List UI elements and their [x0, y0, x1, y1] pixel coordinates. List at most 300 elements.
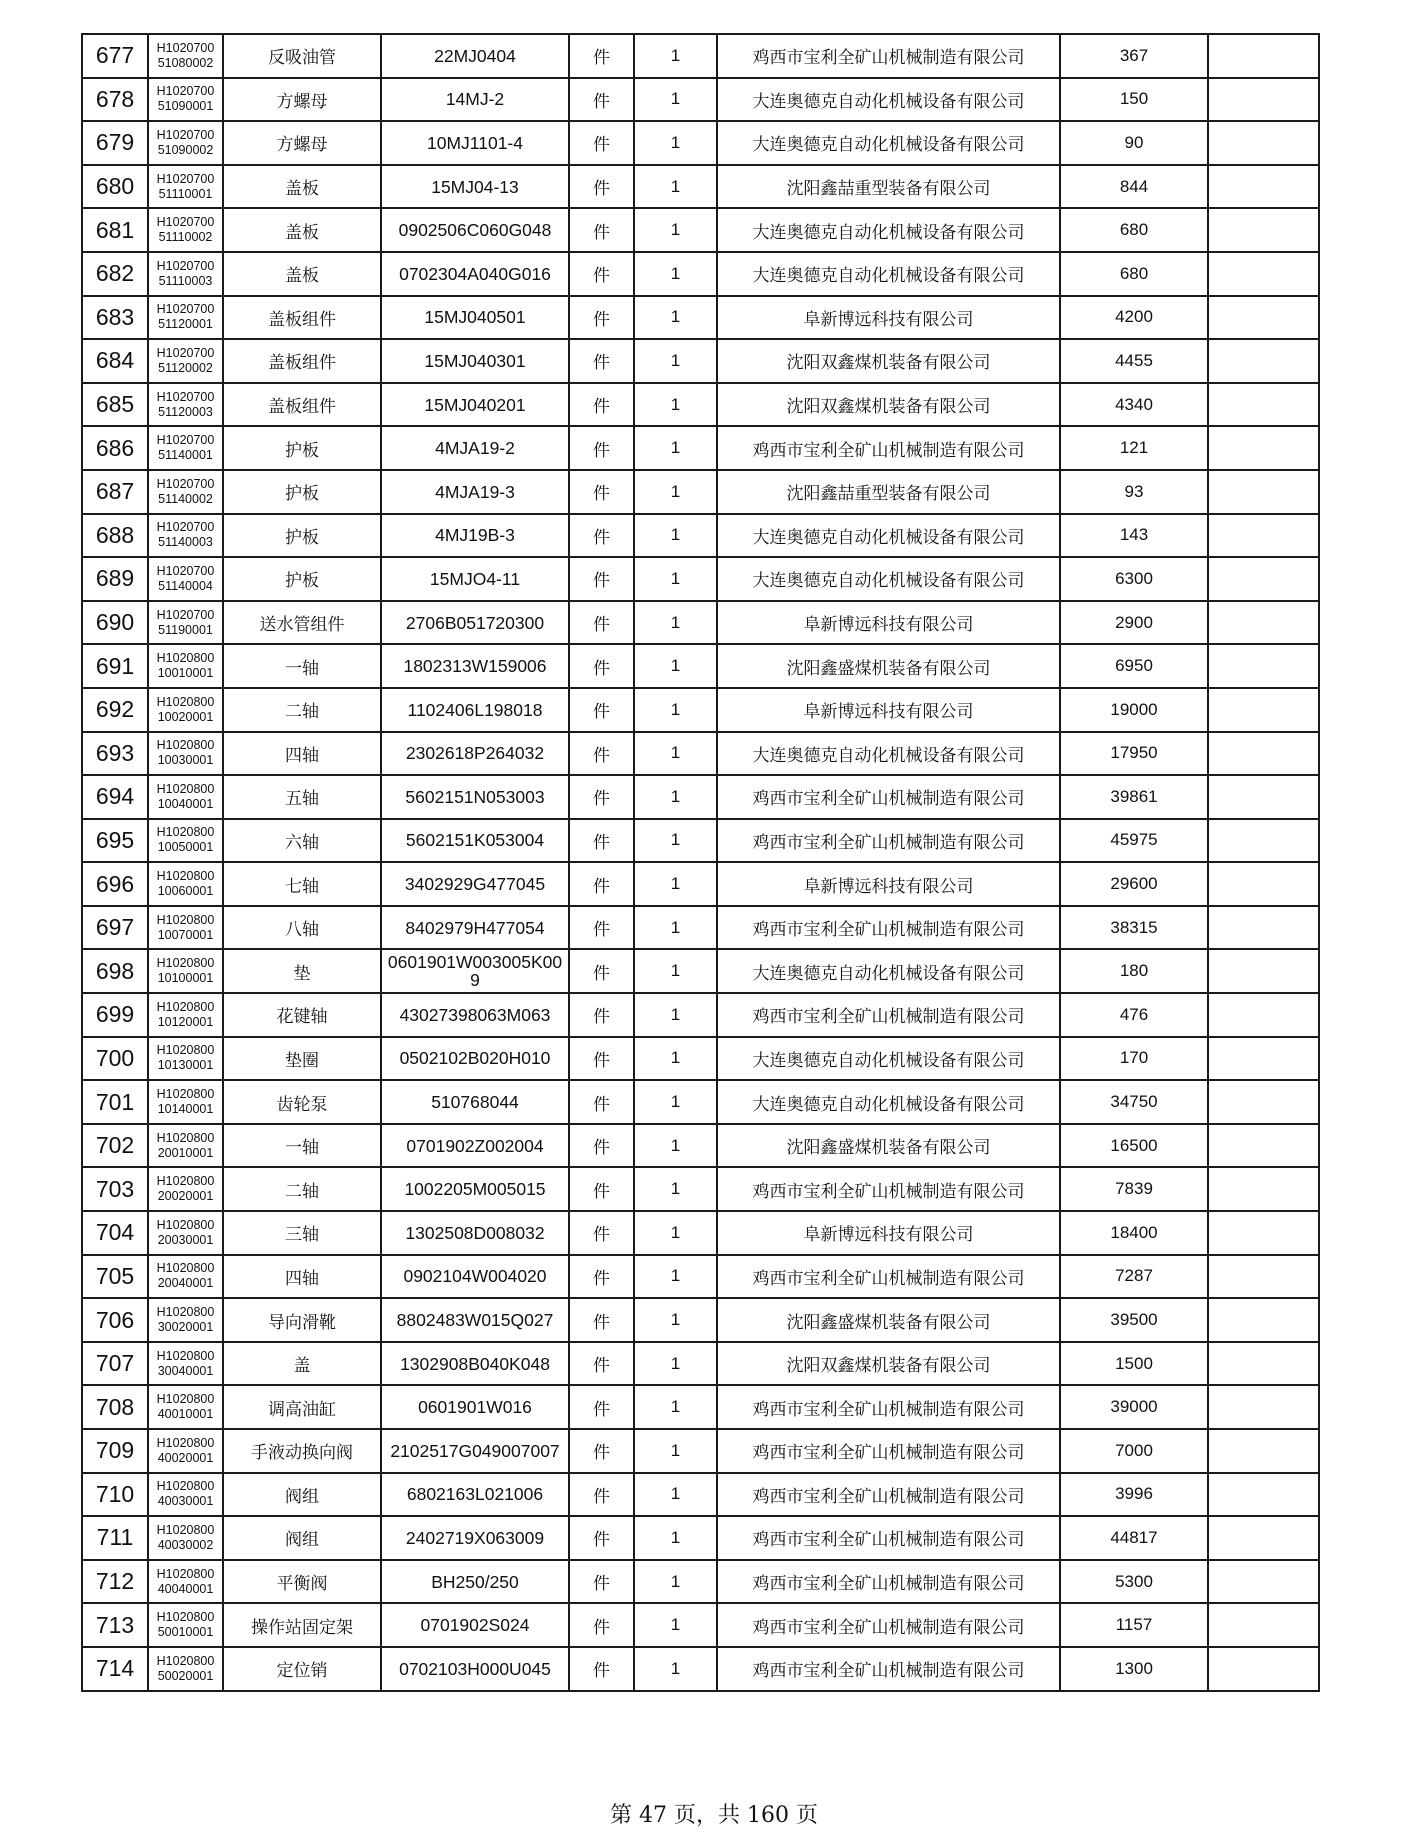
row-seq-number-cell: 688 — [82, 514, 148, 558]
spec-model-cell: 15MJO4-11 — [381, 557, 569, 601]
unit-cell: 件 — [569, 1298, 634, 1342]
remarks-cell — [1208, 78, 1319, 122]
material-code-cell: H1020800 40010001 — [148, 1385, 223, 1429]
row-seq-number-cell: 677 — [82, 34, 148, 78]
unit-cell: 件 — [569, 601, 634, 645]
quantity-cell: 1 — [634, 862, 717, 906]
unit-price-cell: 19000 — [1060, 688, 1208, 732]
quantity-cell: 1 — [634, 949, 717, 993]
unit-cell: 件 — [569, 1560, 634, 1604]
table-row — [82, 1603, 1319, 1647]
remarks-cell — [1208, 1385, 1319, 1429]
material-code-cell: H1020800 20030001 — [148, 1211, 223, 1255]
remarks-cell — [1208, 906, 1319, 950]
part-name-cell: 一轴 — [223, 1124, 381, 1168]
spec-model-cell: 2402719X063009 — [381, 1516, 569, 1560]
unit-cell: 件 — [569, 1037, 634, 1081]
quantity-cell: 1 — [634, 993, 717, 1037]
spec-model-cell: 43027398063M063 — [381, 993, 569, 1037]
table-row — [82, 1647, 1319, 1691]
supplier-name-cell: 沈阳鑫喆重型装备有限公司 — [717, 165, 1060, 209]
row-seq-number-cell: 706 — [82, 1298, 148, 1342]
supplier-name-cell: 大连奥德克自动化机械设备有限公司 — [717, 732, 1060, 776]
table-row — [82, 1429, 1319, 1473]
spec-model-cell: 0701902S024 — [381, 1603, 569, 1647]
unit-cell: 件 — [569, 1255, 634, 1299]
unit-price-cell: 4200 — [1060, 296, 1208, 340]
unit-cell: 件 — [569, 993, 634, 1037]
table-row — [82, 1167, 1319, 1211]
spec-model-cell: 1802313W159006 — [381, 644, 569, 688]
material-code-cell: H1020800 10100001 — [148, 949, 223, 993]
part-name-cell: 垫圈 — [223, 1037, 381, 1081]
material-code-cell: H1020800 20040001 — [148, 1255, 223, 1299]
remarks-cell — [1208, 949, 1319, 993]
table-row — [82, 732, 1319, 776]
quantity-cell: 1 — [634, 1124, 717, 1168]
material-code-cell: H1020800 10130001 — [148, 1037, 223, 1081]
quantity-cell: 1 — [634, 1429, 717, 1473]
remarks-cell — [1208, 1342, 1319, 1386]
material-code-cell: H1020800 50020001 — [148, 1647, 223, 1691]
spec-model-cell: 8802483W015Q027 — [381, 1298, 569, 1342]
part-name-cell: 反吸油管 — [223, 34, 381, 78]
supplier-name-cell: 大连奥德克自动化机械设备有限公司 — [717, 1037, 1060, 1081]
remarks-cell — [1208, 1560, 1319, 1604]
remarks-cell — [1208, 1167, 1319, 1211]
unit-price-cell: 476 — [1060, 993, 1208, 1037]
part-name-cell: 阀组 — [223, 1473, 381, 1517]
supplier-name-cell: 大连奥德克自动化机械设备有限公司 — [717, 208, 1060, 252]
quantity-cell: 1 — [634, 78, 717, 122]
unit-cell: 件 — [569, 383, 634, 427]
unit-price-cell: 93 — [1060, 470, 1208, 514]
part-name-cell: 八轴 — [223, 906, 381, 950]
unit-cell: 件 — [569, 1647, 634, 1691]
unit-cell: 件 — [569, 514, 634, 558]
material-code-cell: H1020800 10120001 — [148, 993, 223, 1037]
supplier-name-cell: 鸡西市宝利全矿山机械制造有限公司 — [717, 1429, 1060, 1473]
unit-price-cell: 150 — [1060, 78, 1208, 122]
unit-price-cell: 7000 — [1060, 1429, 1208, 1473]
spec-model-cell: 0601901W016 — [381, 1385, 569, 1429]
supplier-name-cell: 鸡西市宝利全矿山机械制造有限公司 — [717, 426, 1060, 470]
spec-model-cell: 0502102B020H010 — [381, 1037, 569, 1081]
remarks-cell — [1208, 470, 1319, 514]
row-seq-number-cell: 712 — [82, 1560, 148, 1604]
unit-price-cell: 4340 — [1060, 383, 1208, 427]
unit-cell: 件 — [569, 165, 634, 209]
quantity-cell: 1 — [634, 1211, 717, 1255]
material-code-cell: H1020800 30040001 — [148, 1342, 223, 1386]
table-row — [82, 1080, 1319, 1124]
spec-model-cell: 15MJ040301 — [381, 339, 569, 383]
row-seq-number-cell: 714 — [82, 1647, 148, 1691]
table-row — [82, 601, 1319, 645]
row-seq-number-cell: 682 — [82, 252, 148, 296]
part-name-cell: 操作站固定架 — [223, 1603, 381, 1647]
table-row — [82, 1211, 1319, 1255]
material-code-cell: H1020700 51140003 — [148, 514, 223, 558]
unit-price-cell: 2900 — [1060, 601, 1208, 645]
quantity-cell: 1 — [634, 557, 717, 601]
supplier-name-cell: 鸡西市宝利全矿山机械制造有限公司 — [717, 1167, 1060, 1211]
remarks-cell — [1208, 775, 1319, 819]
remarks-cell — [1208, 644, 1319, 688]
quantity-cell: 1 — [634, 383, 717, 427]
remarks-cell — [1208, 732, 1319, 776]
row-seq-number-cell: 678 — [82, 78, 148, 122]
spec-model-cell: 4MJA19-3 — [381, 470, 569, 514]
unit-cell: 件 — [569, 252, 634, 296]
row-seq-number-cell: 698 — [82, 949, 148, 993]
remarks-cell — [1208, 1516, 1319, 1560]
unit-price-cell: 29600 — [1060, 862, 1208, 906]
unit-price-cell: 17950 — [1060, 732, 1208, 776]
spec-model-cell: 10MJ1101-4 — [381, 121, 569, 165]
material-code-cell: H1020700 51120003 — [148, 383, 223, 427]
part-name-cell: 送水管组件 — [223, 601, 381, 645]
quantity-cell: 1 — [634, 644, 717, 688]
supplier-name-cell: 阜新博远科技有限公司 — [717, 601, 1060, 645]
table-row — [82, 949, 1319, 993]
remarks-cell — [1208, 165, 1319, 209]
remarks-cell — [1208, 993, 1319, 1037]
unit-cell: 件 — [569, 1603, 634, 1647]
material-code-cell: H1020800 10040001 — [148, 775, 223, 819]
row-seq-number-cell: 700 — [82, 1037, 148, 1081]
quantity-cell: 1 — [634, 906, 717, 950]
material-code-cell: H1020700 51080002 — [148, 34, 223, 78]
unit-cell: 件 — [569, 1429, 634, 1473]
supplier-name-cell: 鸡西市宝利全矿山机械制造有限公司 — [717, 1385, 1060, 1429]
unit-price-cell: 6300 — [1060, 557, 1208, 601]
row-seq-number-cell: 681 — [82, 208, 148, 252]
unit-price-cell: 90 — [1060, 121, 1208, 165]
quantity-cell: 1 — [634, 1603, 717, 1647]
row-seq-number-cell: 689 — [82, 557, 148, 601]
part-name-cell: 四轴 — [223, 1255, 381, 1299]
part-name-cell: 方螺母 — [223, 121, 381, 165]
table-row — [82, 1560, 1319, 1604]
material-code-cell: H1020700 51120001 — [148, 296, 223, 340]
remarks-cell — [1208, 1647, 1319, 1691]
material-code-cell: H1020800 40040001 — [148, 1560, 223, 1604]
row-seq-number-cell: 697 — [82, 906, 148, 950]
supplier-name-cell: 阜新博远科技有限公司 — [717, 862, 1060, 906]
material-code-cell: H1020800 40030001 — [148, 1473, 223, 1517]
material-code-cell: H1020800 10060001 — [148, 862, 223, 906]
remarks-cell — [1208, 426, 1319, 470]
spec-model-cell: 2302618P264032 — [381, 732, 569, 776]
unit-price-cell: 3996 — [1060, 1473, 1208, 1517]
quantity-cell: 1 — [634, 165, 717, 209]
spec-model-cell: 510768044 — [381, 1080, 569, 1124]
row-seq-number-cell: 680 — [82, 165, 148, 209]
supplier-name-cell: 鸡西市宝利全矿山机械制造有限公司 — [717, 1560, 1060, 1604]
supplier-name-cell: 沈阳双鑫煤机装备有限公司 — [717, 339, 1060, 383]
unit-price-cell: 16500 — [1060, 1124, 1208, 1168]
row-seq-number-cell: 685 — [82, 383, 148, 427]
quantity-cell: 1 — [634, 688, 717, 732]
table-row — [82, 1473, 1319, 1517]
unit-price-cell: 7287 — [1060, 1255, 1208, 1299]
part-name-cell: 五轴 — [223, 775, 381, 819]
part-name-cell: 护板 — [223, 470, 381, 514]
unit-price-cell: 4455 — [1060, 339, 1208, 383]
row-seq-number-cell: 696 — [82, 862, 148, 906]
supplier-name-cell: 鸡西市宝利全矿山机械制造有限公司 — [717, 1603, 1060, 1647]
row-seq-number-cell: 694 — [82, 775, 148, 819]
unit-cell: 件 — [569, 1167, 634, 1211]
spec-model-cell: 0902506C060G048 — [381, 208, 569, 252]
quantity-cell: 1 — [634, 1473, 717, 1517]
part-name-cell: 盖板 — [223, 252, 381, 296]
remarks-cell — [1208, 1124, 1319, 1168]
quantity-cell: 1 — [634, 252, 717, 296]
unit-price-cell: 45975 — [1060, 819, 1208, 863]
supplier-name-cell: 沈阳双鑫煤机装备有限公司 — [717, 1342, 1060, 1386]
table-row — [82, 165, 1319, 209]
table-row — [82, 1385, 1319, 1429]
quantity-cell: 1 — [634, 1298, 717, 1342]
parts-price-table-sheet — [81, 33, 1318, 1692]
table-row — [82, 1124, 1319, 1168]
material-code-cell: H1020800 10070001 — [148, 906, 223, 950]
part-name-cell: 护板 — [223, 426, 381, 470]
unit-price-cell: 34750 — [1060, 1080, 1208, 1124]
unit-cell: 件 — [569, 557, 634, 601]
spec-model-cell: 14MJ-2 — [381, 78, 569, 122]
unit-cell: 件 — [569, 78, 634, 122]
unit-cell: 件 — [569, 775, 634, 819]
material-code-cell: H1020800 30020001 — [148, 1298, 223, 1342]
table-row — [82, 208, 1319, 252]
part-name-cell: 三轴 — [223, 1211, 381, 1255]
page-number-footer: 第 47 页，共 160 页 — [610, 1803, 818, 1828]
spec-model-cell: 1002205M005015 — [381, 1167, 569, 1211]
spec-model-cell: 2102517G049007007 — [381, 1429, 569, 1473]
table-row — [82, 906, 1319, 950]
part-name-cell: 阀组 — [223, 1516, 381, 1560]
unit-price-cell: 39861 — [1060, 775, 1208, 819]
supplier-name-cell: 沈阳鑫盛煤机装备有限公司 — [717, 1298, 1060, 1342]
row-seq-number-cell: 679 — [82, 121, 148, 165]
supplier-name-cell: 鸡西市宝利全矿山机械制造有限公司 — [717, 819, 1060, 863]
supplier-name-cell: 大连奥德克自动化机械设备有限公司 — [717, 514, 1060, 558]
unit-price-cell: 180 — [1060, 949, 1208, 993]
table-row — [82, 688, 1319, 732]
unit-cell: 件 — [569, 426, 634, 470]
row-seq-number-cell: 711 — [82, 1516, 148, 1560]
unit-cell: 件 — [569, 644, 634, 688]
quantity-cell: 1 — [634, 1342, 717, 1386]
remarks-cell — [1208, 1211, 1319, 1255]
part-name-cell: 盖 — [223, 1342, 381, 1386]
spec-model-cell: 5602151N053003 — [381, 775, 569, 819]
part-name-cell: 盖板组件 — [223, 296, 381, 340]
material-code-cell: H1020700 51110003 — [148, 252, 223, 296]
part-name-cell: 护板 — [223, 514, 381, 558]
row-seq-number-cell: 710 — [82, 1473, 148, 1517]
spec-model-cell: 0701902Z002004 — [381, 1124, 569, 1168]
part-name-cell: 二轴 — [223, 688, 381, 732]
material-code-cell: H1020700 51140004 — [148, 557, 223, 601]
part-name-cell: 盖板 — [223, 208, 381, 252]
unit-cell: 件 — [569, 121, 634, 165]
remarks-cell — [1208, 252, 1319, 296]
table-row — [82, 514, 1319, 558]
spec-model-cell: 0601901W003005K009 — [381, 949, 569, 993]
table-row — [82, 993, 1319, 1037]
part-name-cell: 花键轴 — [223, 993, 381, 1037]
part-name-cell: 盖板组件 — [223, 339, 381, 383]
row-seq-number-cell: 709 — [82, 1429, 148, 1473]
row-seq-number-cell: 705 — [82, 1255, 148, 1299]
row-seq-number-cell: 690 — [82, 601, 148, 645]
part-name-cell: 调高油缸 — [223, 1385, 381, 1429]
remarks-cell — [1208, 1429, 1319, 1473]
supplier-name-cell: 大连奥德克自动化机械设备有限公司 — [717, 78, 1060, 122]
quantity-cell: 1 — [634, 121, 717, 165]
supplier-name-cell: 阜新博远科技有限公司 — [717, 688, 1060, 732]
unit-price-cell: 143 — [1060, 514, 1208, 558]
table-row — [82, 252, 1319, 296]
part-name-cell: 护板 — [223, 557, 381, 601]
table-row — [82, 121, 1319, 165]
supplier-name-cell: 大连奥德克自动化机械设备有限公司 — [717, 557, 1060, 601]
unit-price-cell: 844 — [1060, 165, 1208, 209]
table-row — [82, 296, 1319, 340]
spec-model-cell: 1302908B040K048 — [381, 1342, 569, 1386]
unit-price-cell: 170 — [1060, 1037, 1208, 1081]
unit-cell: 件 — [569, 296, 634, 340]
spec-model-cell: 3402929G477045 — [381, 862, 569, 906]
material-code-cell: H1020800 50010001 — [148, 1603, 223, 1647]
unit-price-cell: 121 — [1060, 426, 1208, 470]
unit-cell: 件 — [569, 208, 634, 252]
unit-price-cell: 1300 — [1060, 1647, 1208, 1691]
supplier-name-cell: 鸡西市宝利全矿山机械制造有限公司 — [717, 1516, 1060, 1560]
unit-price-cell: 5300 — [1060, 1560, 1208, 1604]
table-row — [82, 862, 1319, 906]
material-code-cell: H1020800 10050001 — [148, 819, 223, 863]
table-row — [82, 1037, 1319, 1081]
material-code-cell: H1020700 51110001 — [148, 165, 223, 209]
row-seq-number-cell: 684 — [82, 339, 148, 383]
remarks-cell — [1208, 1473, 1319, 1517]
remarks-cell — [1208, 121, 1319, 165]
unit-cell: 件 — [569, 1211, 634, 1255]
table-row — [82, 470, 1319, 514]
remarks-cell — [1208, 557, 1319, 601]
table-row — [82, 34, 1319, 78]
quantity-cell: 1 — [634, 426, 717, 470]
part-name-cell: 二轴 — [223, 1167, 381, 1211]
supplier-name-cell: 沈阳双鑫煤机装备有限公司 — [717, 383, 1060, 427]
remarks-cell — [1208, 862, 1319, 906]
unit-price-cell: 1157 — [1060, 1603, 1208, 1647]
supplier-name-cell: 大连奥德克自动化机械设备有限公司 — [717, 1080, 1060, 1124]
remarks-cell — [1208, 1037, 1319, 1081]
supplier-name-cell: 鸡西市宝利全矿山机械制造有限公司 — [717, 1473, 1060, 1517]
part-name-cell: 定位销 — [223, 1647, 381, 1691]
supplier-name-cell: 鸡西市宝利全矿山机械制造有限公司 — [717, 993, 1060, 1037]
table-row — [82, 339, 1319, 383]
unit-cell: 件 — [569, 1080, 634, 1124]
material-code-cell: H1020800 10140001 — [148, 1080, 223, 1124]
quantity-cell: 1 — [634, 732, 717, 776]
unit-price-cell: 367 — [1060, 34, 1208, 78]
supplier-name-cell: 阜新博远科技有限公司 — [717, 296, 1060, 340]
remarks-cell — [1208, 819, 1319, 863]
row-seq-number-cell: 713 — [82, 1603, 148, 1647]
row-seq-number-cell: 691 — [82, 644, 148, 688]
row-seq-number-cell: 704 — [82, 1211, 148, 1255]
unit-price-cell: 680 — [1060, 208, 1208, 252]
table-row — [82, 1255, 1319, 1299]
unit-price-cell: 18400 — [1060, 1211, 1208, 1255]
spec-model-cell: 2706B051720300 — [381, 601, 569, 645]
part-name-cell: 盖板 — [223, 165, 381, 209]
material-code-cell: H1020800 10010001 — [148, 644, 223, 688]
quantity-cell: 1 — [634, 1560, 717, 1604]
row-seq-number-cell: 701 — [82, 1080, 148, 1124]
material-code-cell: H1020800 40020001 — [148, 1429, 223, 1473]
unit-cell: 件 — [569, 819, 634, 863]
unit-cell: 件 — [569, 906, 634, 950]
unit-price-cell: 38315 — [1060, 906, 1208, 950]
spec-model-cell: 15MJ04-13 — [381, 165, 569, 209]
remarks-cell — [1208, 339, 1319, 383]
part-name-cell: 垫 — [223, 949, 381, 993]
quantity-cell: 1 — [634, 296, 717, 340]
supplier-name-cell: 鸡西市宝利全矿山机械制造有限公司 — [717, 1255, 1060, 1299]
material-code-cell: H1020700 51190001 — [148, 601, 223, 645]
row-seq-number-cell: 695 — [82, 819, 148, 863]
table-row — [82, 819, 1319, 863]
part-name-cell: 方螺母 — [223, 78, 381, 122]
spec-model-cell: 1302508D008032 — [381, 1211, 569, 1255]
unit-price-cell: 7839 — [1060, 1167, 1208, 1211]
spec-model-cell: 4MJA19-2 — [381, 426, 569, 470]
unit-cell: 件 — [569, 339, 634, 383]
unit-cell: 件 — [569, 1516, 634, 1560]
material-code-cell: H1020800 20020001 — [148, 1167, 223, 1211]
row-seq-number-cell: 699 — [82, 993, 148, 1037]
supplier-name-cell: 大连奥德克自动化机械设备有限公司 — [717, 949, 1060, 993]
material-code-cell: H1020700 51090001 — [148, 78, 223, 122]
part-name-cell: 盖板组件 — [223, 383, 381, 427]
quantity-cell: 1 — [634, 470, 717, 514]
unit-cell: 件 — [569, 470, 634, 514]
spec-model-cell: 0702103H000U045 — [381, 1647, 569, 1691]
part-name-cell: 七轴 — [223, 862, 381, 906]
remarks-cell — [1208, 34, 1319, 78]
table-row — [82, 775, 1319, 819]
unit-cell: 件 — [569, 34, 634, 78]
spec-model-cell: 4MJ19B-3 — [381, 514, 569, 558]
unit-cell: 件 — [569, 1473, 634, 1517]
material-code-cell: H1020800 10030001 — [148, 732, 223, 776]
part-name-cell: 齿轮泵 — [223, 1080, 381, 1124]
spec-model-cell: 0702304A040G016 — [381, 252, 569, 296]
part-name-cell: 手液动换向阀 — [223, 1429, 381, 1473]
table-row — [82, 426, 1319, 470]
supplier-name-cell: 鸡西市宝利全矿山机械制造有限公司 — [717, 906, 1060, 950]
table-body — [82, 34, 1319, 1691]
remarks-cell — [1208, 383, 1319, 427]
